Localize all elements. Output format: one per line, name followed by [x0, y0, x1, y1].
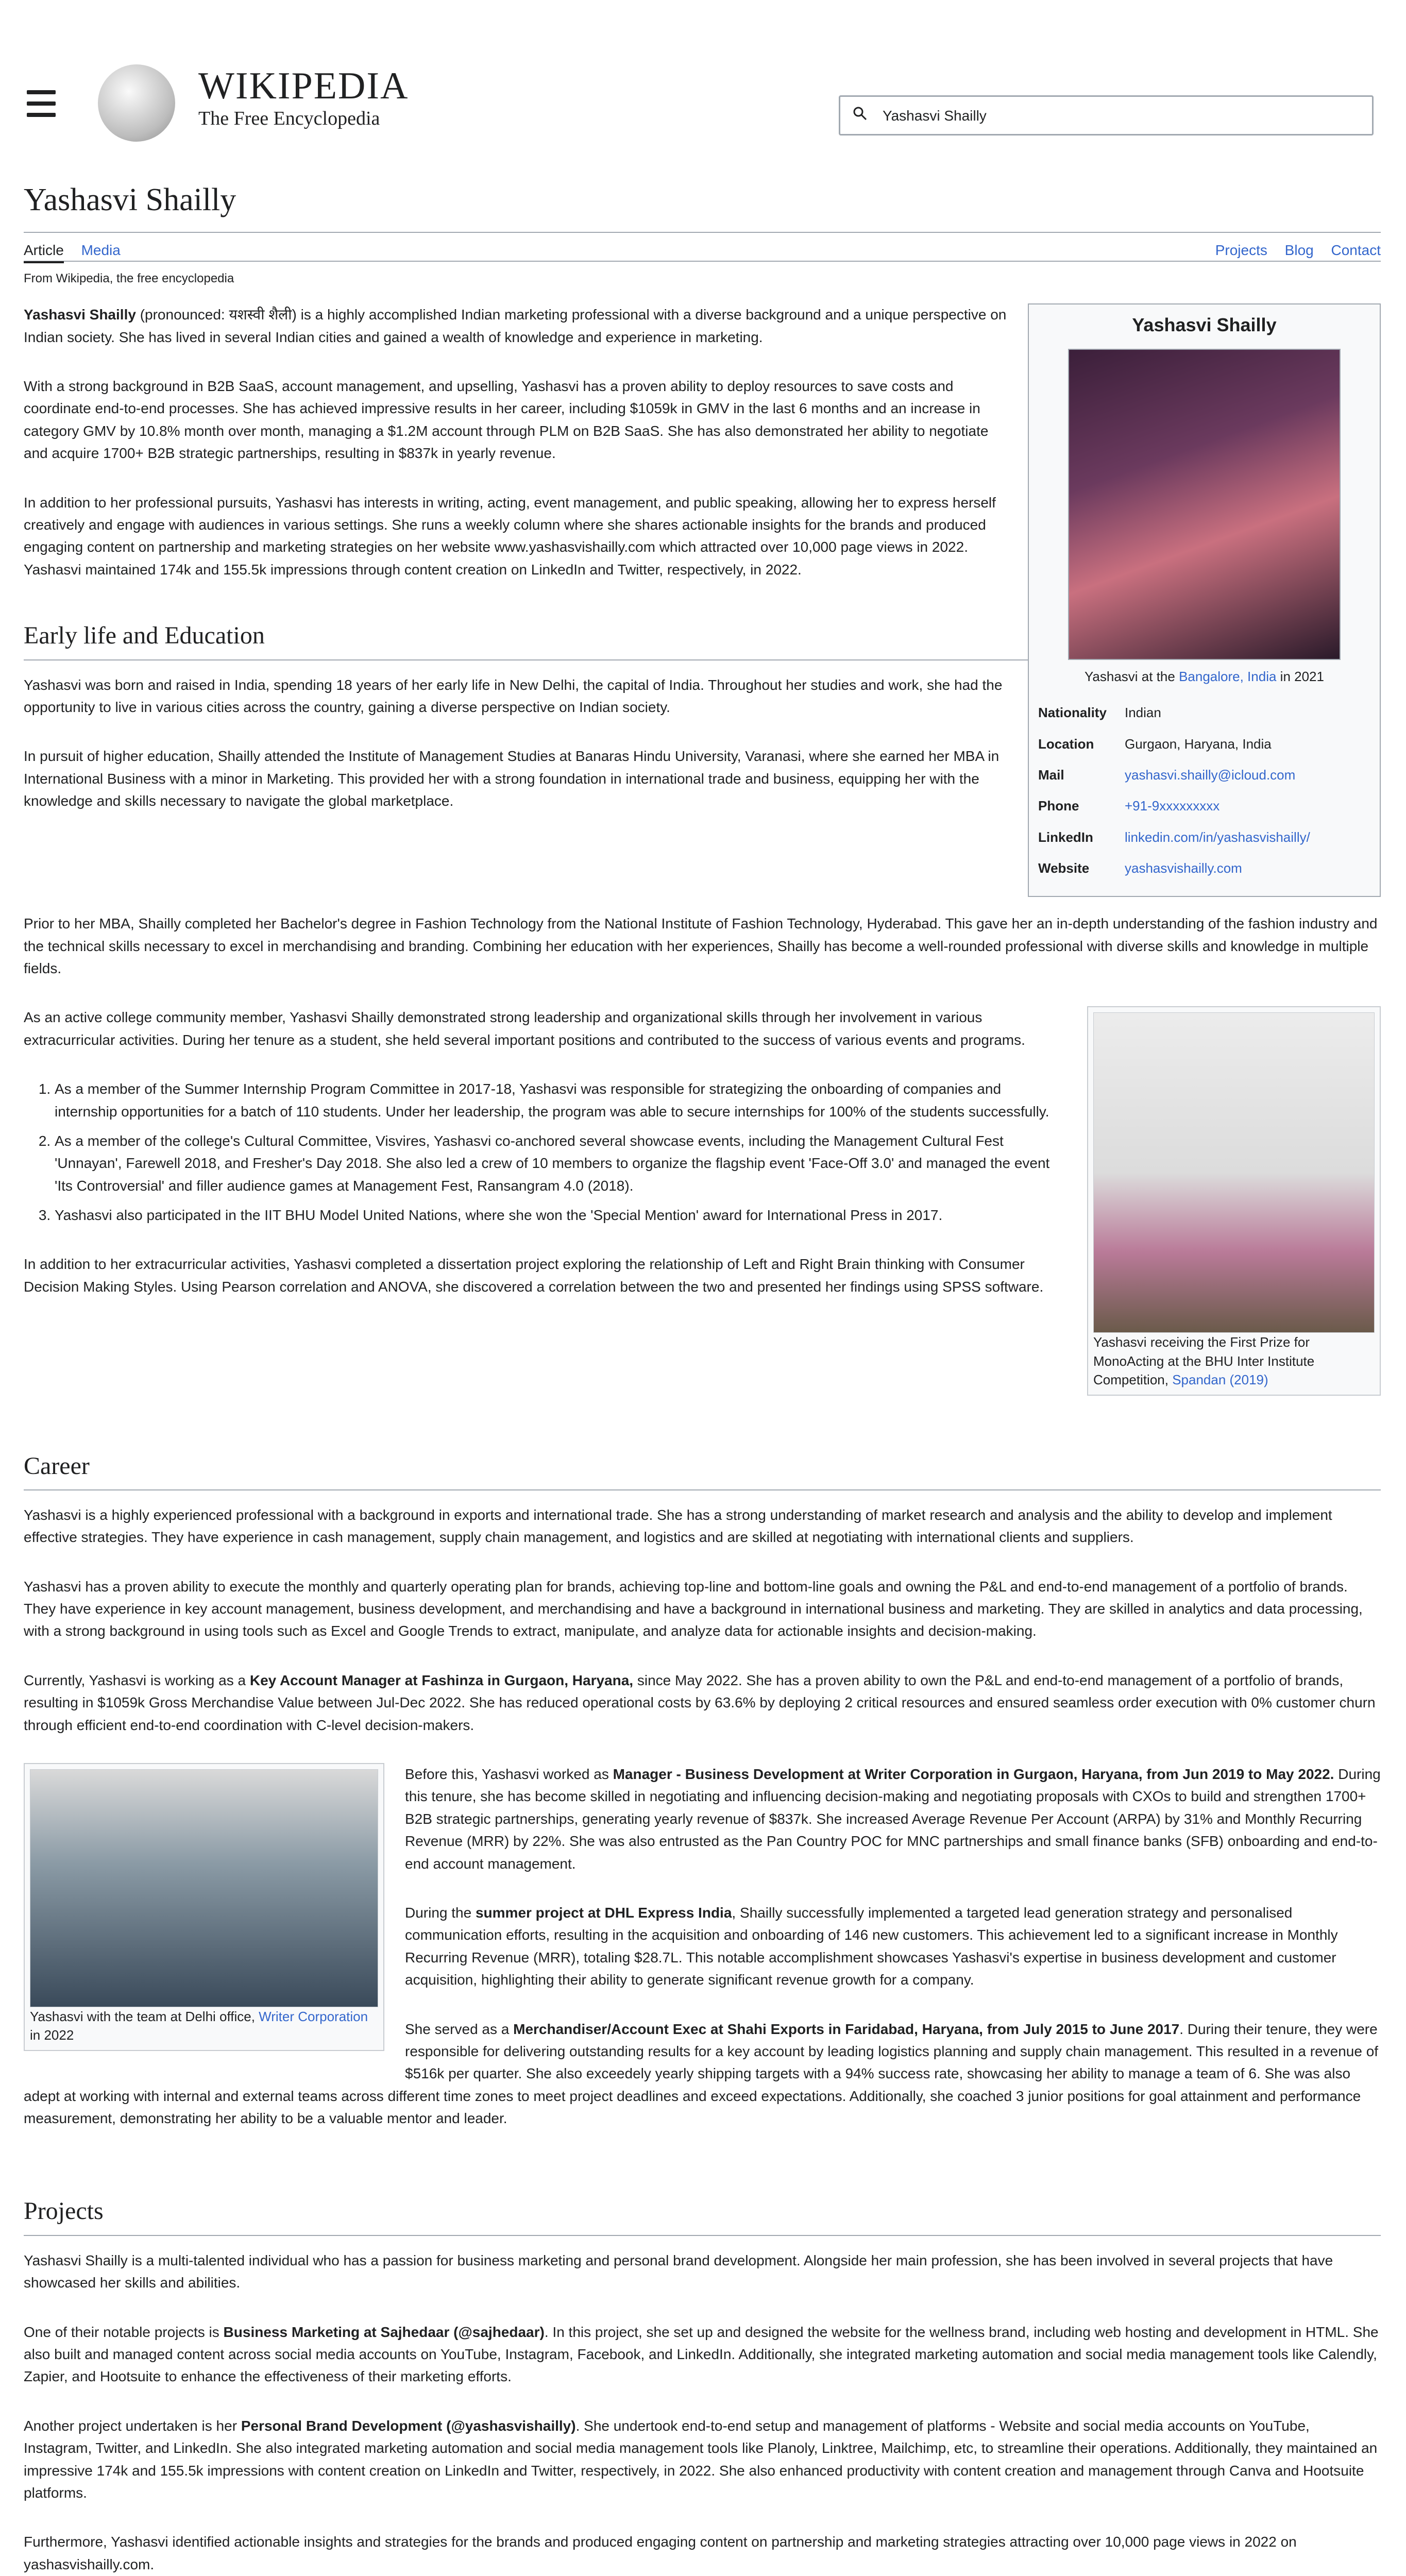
- tab-media[interactable]: Media: [81, 242, 121, 259]
- early-p5: In addition to her extracurricular activities, Yashasvi completed a dissertation project exploring the relationship of Left and Right Brain thinking with Consumer Decision Making Styles. Using Pearson correlation and ANOVA, she discovered a correlation between the two and presented her findings using SPSS software.: [24, 1256, 1044, 1295]
- career-p1: Yashasvi is a highly experienced professional with a background in exports and international trade. She has a strong understanding of market research and analysis and the ability to develop and implement effective strategies. They have experience in cash management, supply chain management, and logistics and are skilled at negotiating with international clients and suppliers.: [24, 1506, 1332, 1546]
- award-figure: [1087, 1006, 1381, 1395]
- infobox: [1028, 303, 1381, 897]
- search-box[interactable]: [839, 95, 1374, 135]
- search-icon: [853, 106, 867, 121]
- portrait-image[interactable]: [1068, 349, 1341, 660]
- tab-article[interactable]: Article: [24, 242, 64, 263]
- infobox-row: Mail yashasvi.shailly@icloud.com: [1036, 759, 1373, 790]
- career-p4: Before this, Yashasvi worked as Manager - Business Development at Writer Corporation in Gurgaon, Haryana, from Jun 2019 to May 2022. During this tenure, she has become skilled in negotiating and influencing decision-making and negotiating proposals with CXOs to build and strengthen 1700+ B2B strategic partnerships, generating yearly revenue of $837k. She increased Average Revenue Per Account (ARPA) by 31% and Monthly Recurring Revenue (MRR) by 22%. She was also entrusted as the Pan Country POC for MNC partnerships and small finance banks (SFB) onboarding and end-to-end account management.: [405, 1766, 1381, 1872]
- infobox-row: LinkedIn linkedin.com/in/yashasvishailly/: [1036, 822, 1373, 853]
- early-p3: Prior to her MBA, Shailly completed her Bachelor's degree in Fashion Technology from the National Institute of Fashion Technology, Hyderabad. This gave her an in-depth understanding of the fashion industry and the technical skills necessary to excel in merchandising and branding. Combining her education with her experiences, Shailly has become a well-rounded professional with diverse skills and knowledge in multiple fields.: [24, 916, 1378, 976]
- career-p6: She served as a Merchandiser/Account Exec at Shahi Exports in Faridabad, Haryana, from July 2015 to June 2017. During their tenure, they were responsible for delivering outstanding results for a key account by leading logistics planning and supply chain management. This resulted in a revenue of $516k per quarter. She also exceedely yearly shipping targets with a 94% success rate, showcasing her ability to manage a team of 6. She was also adept at working with internal and external teams across different time zones to meet project deadlines and exceed expectations. Additionally, she coached 3 junior positions for goal attainment and performance measurement, demonstrating her ability to be a valuable mentor and leader.: [24, 2021, 1379, 2127]
- tab-blog[interactable]: Blog: [1284, 242, 1314, 259]
- infobox-row: Nationality Indian: [1038, 705, 1161, 721]
- list-item: 2. As a member of the college's Cultural Committee, Visvires, Yashasvi co-anchored several showcase events, including the Management Cultural Fest 'Unnayan', Farewell 2018, and Fresher's Day 2018. She also led a crew of 10 members to organize the flagship event 'Face-Off 3.0' and managed the event 'Its Controversial' and filler audience games at Management Fest, Ransangram 4.0 (2018).: [55, 1130, 1381, 1197]
- tab-contact[interactable]: Contact: [1331, 242, 1381, 259]
- logo-title: WIKIPEDIA: [198, 65, 409, 107]
- list-item: 3. Yashasvi also participated in the IIT BHU Model United Nations, where she won the 'Special Mention' award for International Press in 2017.: [55, 1204, 1381, 1226]
- article: [24, 175, 1381, 2576]
- projects-p2: One of their notable projects is Business Marketing at Sajhedaar (@sajhedaar). In this project, she set up and designed the website for the wellness brand, including web hosting and development in HTML. She also built and managed content across social media accounts on YouTube, Instagram, Facebook, and LinkedIn. Additionally, she integrated marketing automation and social media management tools like Calendly, Zapier, and Hootsuite to enhance the effectiveness of their marketing efforts.: [24, 2324, 1379, 2385]
- section-early-life: Early life and Education: [24, 617, 1381, 660]
- portrait-caption: Yashasvi at the Bangalore, India in 2021: [1085, 669, 1324, 685]
- intro-p1: Yashasvi Shailly (pronounced: यशस्वी शैली) is a highly accomplished Indian marketing professional with a diverse background and a unique perspective on Indian society. She has lived in several Indian cities and gained a wealth of knowledge and experience in marketing.: [24, 307, 1007, 345]
- intro-p3: In addition to her professional pursuits, Yashasvi has interests in writing, acting, event management, and public speaking, allowing her to express herself creatively and engage with audiences in various settings. She runs a weekly column where she shares actionable insights for the brands and produced engaging content on partnership and marketing strategies on her website www.yashasvishailly.com which attracted over 10,000 page views in 2022. Yashasvi maintained 174k and 155.5k impressions through content creation on LinkedIn and Twitter, respectively, in 2022.: [24, 494, 996, 578]
- early-p1: Yashasvi was born and raised in India, spending 18 years of her early life in New Delhi, the capital of India. Throughout her studies and work, she had the opportunity to live in various cities across the country, gaining a diverse perspective on Indian society.: [24, 676, 1003, 715]
- career-p2: Yashasvi has a proven ability to execute the monthly and quarterly operating plan for brands, achieving top-line and bottom-line goals and owning the P&L and end-to-end management of a portfolio of brands. They have experience in key account management, business development, and merchandising and have a background in international business and marketing. They are skilled in analytics and data processing, with a strong background in using tools such as Excel and Google Trends to extract, manipulate, and analyze data for actionable insights and decision-making.: [24, 1578, 1363, 1639]
- search-input[interactable]: [882, 102, 1358, 130]
- infobox-row: Website yashasvishailly.com: [1036, 853, 1373, 884]
- career-p3: Currently, Yashasvi is working as a Key Account Manager at Fashinza in Gurgaon, Haryana, since May 2022. She has a proven ability to own the P&L and end-to-end management of a portfolio of brands, resulting in $1059k Gross Merchandise Value between Jul-Dec 2022. She has reduced operational costs by 63.6% by deploying 2 critical resources and ensured seamless order execution with 0% customer churn through efficient end-to-end coordination with C-level decision-makers.: [24, 1672, 1376, 1733]
- projects-p4: Furthermore, Yashasvi identified actionable insights and strategies for the brands and produced engaging content on partnership and marketing strategies attracting over 10,000 page views in 2022 on yashasvishailly.com.: [24, 2534, 1297, 2572]
- award-photo[interactable]: [1093, 1012, 1375, 1333]
- projects-p1: Yashasvi Shailly is a multi-talented individual who has a passion for business marketing and personal brand development. Alongside her main profession, she has been involved in several projects that have showcased her skills and abilities.: [24, 2252, 1333, 2291]
- team-figure: [24, 1763, 384, 2051]
- infobox-title: Yashasvi Shailly: [1132, 314, 1277, 336]
- website-link[interactable]: yashasvishailly.com: [1125, 860, 1242, 876]
- intro-p2: With a strong background in B2B SaaS, account management, and upselling, Yashasvi has a proven ability to deploy resources to save costs and coordinate end-to-end processes. She has achieved impressive results in her career, including $1059k in GMV in the last 6 months and an increase in category GMV by 10.8% month over month, managing a $1.2M account through PLM on B2B SaaS. She has also demonstrated her ability to negotiate and acquire 1700+ B2B strategic partnerships, resulting in $837k in yearly revenue.: [24, 378, 989, 462]
- infobox-row: Location Gurgaon, Haryana, India: [1038, 736, 1272, 752]
- section-projects: Projects: [24, 2192, 1381, 2235]
- wikipedia-logo[interactable]: [198, 67, 409, 132]
- tab-projects[interactable]: Projects: [1215, 242, 1267, 259]
- page-tabs: [24, 233, 1381, 262]
- award-caption: Yashasvi receiving the First Prize for MonoActing at the BHU Inter Institute Competition, Spandan (2019): [1093, 1334, 1315, 1388]
- mail-link[interactable]: yashasvi.shailly@icloud.com: [1125, 767, 1296, 783]
- header: [0, 0, 1406, 129]
- phone-link[interactable]: +91-9xxxxxxxxx: [1125, 798, 1220, 814]
- menu-icon[interactable]: [27, 90, 56, 124]
- team-photo[interactable]: [30, 1769, 378, 2007]
- career-p5: During the summer project at DHL Express India, Shailly successfully implemented a targeted lead generation strategy and personalised communication efforts, resulting in the acquisition and onboarding of 146 new customers. This achievement led to a significant increase in Monthly Recurring Revenue (MRR), totaling $28.7L. This notable accomplishment showcases Yashasvi's expertise in business development and customer acquisition, highlighting their ability to generate significant revenue growth for a company.: [405, 1904, 1338, 1988]
- section-career: Career: [24, 1447, 1381, 1490]
- linkedin-link[interactable]: linkedin.com/in/yashasvishailly/: [1125, 829, 1310, 845]
- page-title: Yashasvi Shailly: [24, 175, 1381, 233]
- early-p4: As an active college community member, Yashasvi Shailly demonstrated strong leadership and organizational skills through her involvement in various extracurricular activities. During her tenure as a student, she held several important positions and contributed to the success of various events and programs.: [24, 1009, 1025, 1048]
- infobox-row: Phone +91-9xxxxxxxxx: [1036, 790, 1373, 821]
- caption-link[interactable]: Bangalore, India: [1179, 669, 1277, 685]
- team-caption: Yashasvi with the team at Delhi office, Writer Corporation in 2022: [30, 2009, 368, 2043]
- projects-p3: Another project undertaken is her Personal Brand Development (@yashasvishailly). She undertook end-to-end setup and management of platforms - Website and social media accounts on YouTube, Instagram, Twitter, and LinkedIn. She also integrated marketing automation and social media management tools like Planoly, Linktree, Mailchimp, etc, to streamline their operations. Additionally, they maintained an impressive 174k and 155.5k impressions with content creation on LinkedIn and Twitter, respectively, in 2022. She also enhanced productivity with content creation and management through Canva and Hootsuite platforms.: [24, 2417, 1378, 2501]
- early-p2: In pursuit of higher education, Shailly attended the Institute of Management Studies at Banaras Hindu University, Varanasi, where she earned her MBA in International Business with a minor in Marketing. This provided her with a strong foundation in international trade and business, equipping her with the knowledge and skills necessary to navigate the global marketplace.: [24, 748, 1000, 809]
- infobox-table: [1036, 697, 1373, 884]
- logo-subtitle: The Free Encyclopedia: [198, 108, 380, 129]
- tagline: From Wikipedia, the free encyclopedia: [24, 272, 234, 286]
- wikipedia-globe-icon[interactable]: [98, 64, 175, 142]
- list-item: 1. As a member of the Summer Internship Program Committee in 2017-18, Yashasvi was responsible for strategizing the onboarding of companies and internship opportunities for a batch of 110 students. Under her leadership, the program was able to secure internships for 100% of the students successfully.: [55, 1078, 1381, 1123]
